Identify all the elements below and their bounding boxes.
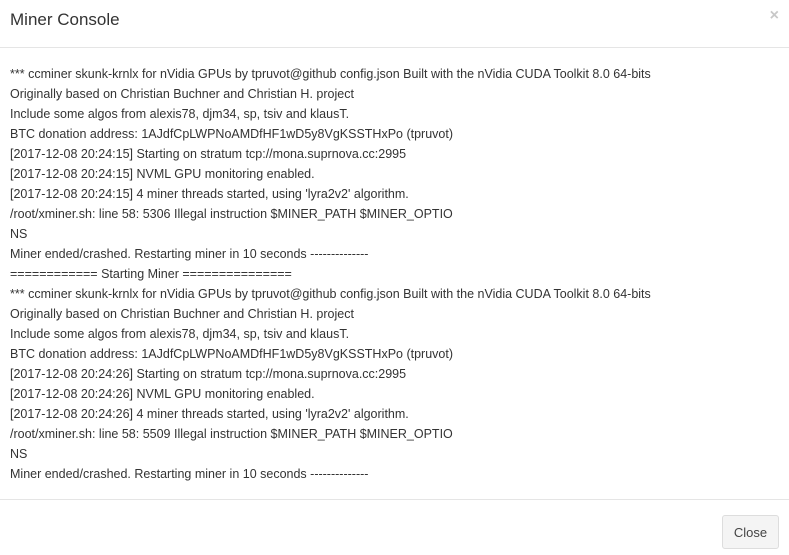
console-line: Originally based on Christian Buchner and Christian H. project (10, 307, 354, 321)
dialog-footer (0, 499, 789, 555)
console-line: Miner ended/crashed. Restarting miner in 10 seconds -------------- (10, 247, 369, 261)
close-button[interactable]: Close (722, 515, 779, 549)
console-line: [2017-12-08 20:24:26] 4 miner threads started, using 'lyra2v2' algorithm. (10, 407, 409, 421)
console-line: *** ccminer skunk-krnlx for nVidia GPUs by tpruvot@github config.json Built with the nVidia CUDA Toolkit 8.0 64-bits (10, 67, 651, 81)
console-output (0, 48, 789, 499)
console-line: [2017-12-08 20:24:26] NVML GPU monitoring enabled. (10, 387, 315, 401)
console-line: *** ccminer skunk-krnlx for nVidia GPUs by tpruvot@github config.json Built with the nVidia CUDA Toolkit 8.0 64-bits (10, 287, 651, 301)
dialog-title: Miner Console (10, 10, 120, 29)
console-line: Originally based on Christian Buchner and Christian H. project (10, 87, 354, 101)
console-line: [2017-12-08 20:24:15] Starting on stratum tcp://mona.suprnova.cc:2995 (10, 147, 407, 161)
console-line: NS (10, 447, 28, 461)
console-line: NS (10, 227, 28, 241)
console-line: Miner ended/crashed. Restarting miner in 10 seconds -------------- (10, 467, 369, 481)
console-line: ============ Starting Miner =============== (10, 267, 292, 281)
console-line: Include some algos from alexis78, djm34, sp, tsiv and klausT. (10, 107, 350, 121)
console-line: Include some algos from alexis78, djm34, sp, tsiv and klausT. (10, 327, 350, 341)
console-line: /root/xminer.sh: line 58: 5509 Illegal instruction $MINER_PATH $MINER_OPTIO (10, 427, 453, 441)
console-line: BTC donation address: 1AJdfCpLWPNoAMDfHF1wD5y8VgKSSTHxPo (tpruvot) (10, 347, 453, 361)
dialog-header (0, 0, 789, 48)
console-line: BTC donation address: 1AJdfCpLWPNoAMDfHF1wD5y8VgKSSTHxPo (tpruvot) (10, 127, 453, 141)
console-line: [2017-12-08 20:24:26] Starting on stratum tcp://mona.suprnova.cc:2995 (10, 367, 407, 381)
console-line: [2017-12-08 20:24:15] NVML GPU monitoring enabled. (10, 167, 315, 181)
console-line: /root/xminer.sh: line 58: 5306 Illegal instruction $MINER_PATH $MINER_OPTIO (10, 207, 453, 221)
close-icon[interactable]: × (769, 7, 779, 24)
console-line: [2017-12-08 20:24:15] 4 miner threads started, using 'lyra2v2' algorithm. (10, 187, 409, 201)
